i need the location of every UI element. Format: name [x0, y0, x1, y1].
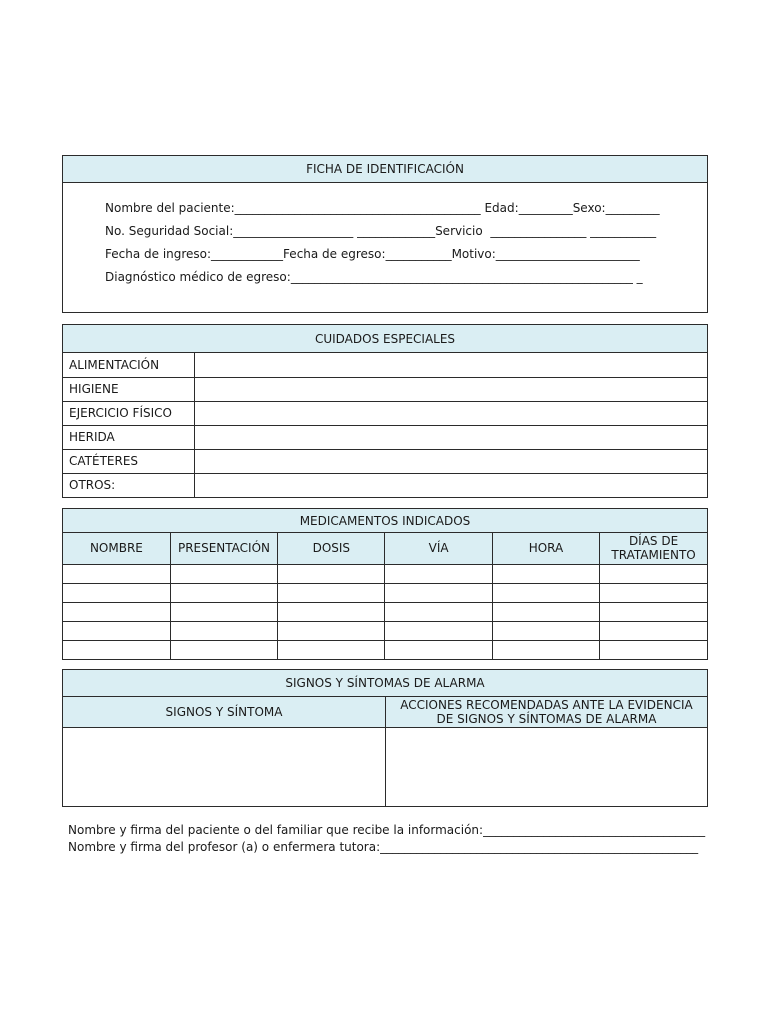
table-cell[interactable]: [278, 602, 385, 621]
table-row: [63, 449, 707, 473]
col-header-dosis: DOSIS: [278, 533, 385, 564]
table-cell[interactable]: [63, 602, 170, 621]
cuidado-input-cell[interactable]: [194, 377, 707, 401]
table-cell[interactable]: [170, 602, 277, 621]
firma-profesor-line[interactable]: Nombre y firma del profesor (a) o enfermera tutora:_____________________________________________________: [68, 840, 699, 854]
table-header-row: [63, 533, 707, 564]
cuidado-label: OTROS:: [63, 473, 194, 497]
table-cell[interactable]: [63, 640, 170, 659]
table-cell[interactable]: [385, 583, 492, 602]
cuidado-input-cell[interactable]: [194, 473, 707, 497]
col-header-nombre: NOMBRE: [63, 533, 170, 564]
table-cell[interactable]: [600, 621, 707, 640]
table-cell[interactable]: [385, 564, 492, 583]
acciones-column: [385, 697, 707, 806]
table-cell[interactable]: [278, 564, 385, 583]
table-row: [63, 602, 707, 621]
fechas-field[interactable]: Fecha de ingreso:____________Fecha de egreso:___________Motivo:________________________: [105, 247, 640, 261]
signos-alarma-section: [62, 669, 708, 807]
table-cell[interactable]: [385, 640, 492, 659]
ficha-title: FICHA DE IDENTIFICACIÓN: [63, 156, 707, 183]
firma-paciente-line[interactable]: Nombre y firma del paciente o del familiar que recibe la información:_____________________________________: [68, 823, 706, 837]
cuidado-label: EJERCICIO FÍSICO: [63, 401, 194, 425]
table-cell[interactable]: [170, 564, 277, 583]
signos-column: [63, 697, 385, 806]
medicamentos-section: [62, 508, 708, 660]
table-cell[interactable]: [600, 564, 707, 583]
table-row: [63, 621, 707, 640]
table-row: [63, 377, 707, 401]
cuidados-especiales-section: [62, 324, 708, 498]
cuidado-label: HIGIENE: [63, 377, 194, 401]
table-cell[interactable]: [63, 583, 170, 602]
col-header-dias: DÍAS DE TRATAMIENTO: [600, 533, 707, 564]
cuidado-label: ALIMENTACIÓN: [63, 353, 194, 377]
ficha-identificacion-section: [62, 155, 708, 313]
table-row: [63, 640, 707, 659]
cuidados-table: [63, 353, 707, 497]
table-cell[interactable]: [600, 583, 707, 602]
table-cell[interactable]: [600, 640, 707, 659]
table-cell[interactable]: [492, 602, 599, 621]
acciones-col-header: ACCIONES RECOMENDADAS ANTE LA EVIDENCIA DE SIGNOS Y SÍNTOMAS DE ALARMA: [386, 697, 707, 728]
table-cell[interactable]: [170, 621, 277, 640]
table-row: [63, 564, 707, 583]
table-cell[interactable]: [63, 564, 170, 583]
signos-input-area[interactable]: [63, 728, 385, 805]
table-cell[interactable]: [385, 621, 492, 640]
table-cell[interactable]: [170, 640, 277, 659]
medicamentos-title: MEDICAMENTOS INDICADOS: [63, 509, 707, 533]
table-cell[interactable]: [278, 583, 385, 602]
cuidado-input-cell[interactable]: [194, 425, 707, 449]
table-cell[interactable]: [492, 640, 599, 659]
cuidado-input-cell[interactable]: [194, 401, 707, 425]
table-cell[interactable]: [492, 621, 599, 640]
table-row: [63, 583, 707, 602]
cuidado-label: HERIDA: [63, 425, 194, 449]
table-cell[interactable]: [278, 621, 385, 640]
medicamentos-table: [63, 533, 707, 659]
signos-col-header: SIGNOS Y SÍNTOMA: [63, 697, 385, 728]
signos-columns: [63, 697, 707, 806]
table-cell[interactable]: [492, 583, 599, 602]
col-header-hora: HORA: [492, 533, 599, 564]
table-cell[interactable]: [278, 640, 385, 659]
table-cell[interactable]: [170, 583, 277, 602]
cuidado-input-cell[interactable]: [194, 449, 707, 473]
acciones-input-area[interactable]: [386, 728, 707, 805]
table-cell[interactable]: [492, 564, 599, 583]
cuidados-title: CUIDADOS ESPECIALES: [63, 325, 707, 353]
signos-title: SIGNOS Y SÍNTOMAS DE ALARMA: [63, 670, 707, 697]
seguridad-social-field[interactable]: No. Seguridad Social:____________________ _____________Servicio ________________ ___________: [105, 224, 657, 238]
table-row: [63, 473, 707, 497]
diagnostico-field[interactable]: Diagnóstico médico de egreso:_________________________________________________________ _: [105, 270, 643, 284]
cuidado-label: CATÉTERES: [63, 449, 194, 473]
table-cell[interactable]: [385, 602, 492, 621]
nombre-paciente-field[interactable]: Nombre del paciente:_________________________________________ Edad:_________Sexo:_________: [105, 201, 660, 215]
cuidado-input-cell[interactable]: [194, 353, 707, 377]
table-row: [63, 425, 707, 449]
col-header-via: VÍA: [385, 533, 492, 564]
col-header-presentacion: PRESENTACIÓN: [170, 533, 277, 564]
table-row: [63, 401, 707, 425]
table-row: [63, 353, 707, 377]
table-cell[interactable]: [63, 621, 170, 640]
table-cell[interactable]: [600, 602, 707, 621]
